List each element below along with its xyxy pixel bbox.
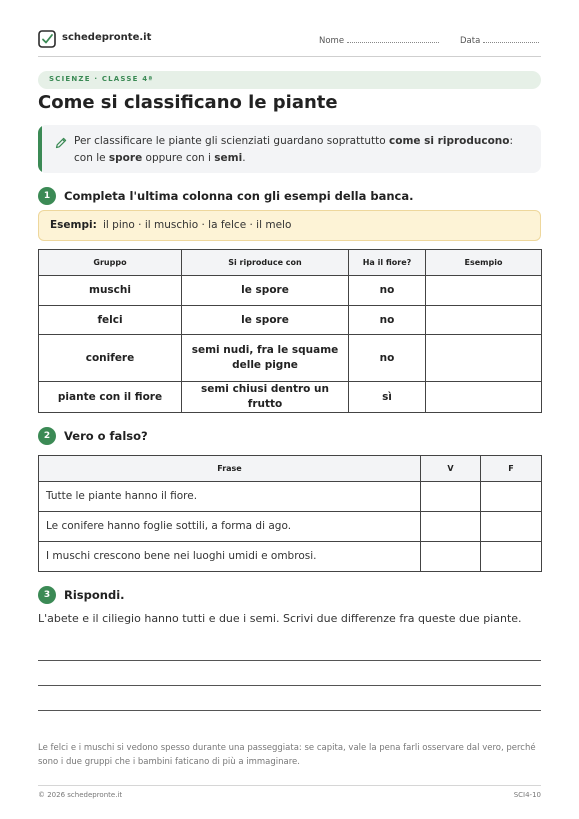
- column-header: Si riproduce con: [182, 250, 349, 276]
- column-header: Ha il fiore?: [349, 250, 426, 276]
- reproduction-cell: le spore: [182, 276, 349, 306]
- table-row: [39, 512, 542, 542]
- column-header: F: [481, 456, 542, 482]
- category-badge: [38, 71, 541, 89]
- page-title: Come si classificano le piante: [38, 92, 338, 113]
- flower-cell: no: [349, 306, 426, 335]
- intro-accent-bar: [38, 125, 42, 173]
- teacher-note: Le felci e i muschi si vedono spesso durante una passeggiata: se capita, vale la pena farli osservare dal vero, perché sono i due gruppi che i bambini faticano di più a immaginare.: [38, 743, 536, 767]
- example-answer-cell[interactable]: [426, 306, 542, 335]
- pencil-icon: [54, 136, 68, 150]
- name-field[interactable]: [319, 34, 439, 46]
- example-answer-cell[interactable]: [426, 382, 542, 413]
- question-text: L'abete e il ciliegio hanno tutti e due i semi. Scrivi due differenze fra queste due piante.: [38, 612, 522, 625]
- word-bank-items: il pino · il muschio · la felce · il melo: [103, 219, 292, 231]
- name-label: Nome: [319, 36, 345, 46]
- example-answer-cell[interactable]: [426, 335, 542, 382]
- section-number: 1: [38, 187, 56, 205]
- page-header: [38, 30, 541, 50]
- footer-copyright: © 2026 schedepronte.it: [38, 791, 123, 799]
- true-checkbox-cell[interactable]: [421, 542, 481, 572]
- answer-line[interactable]: [38, 685, 541, 686]
- date-field[interactable]: [460, 34, 539, 46]
- column-header: Gruppo: [39, 250, 182, 276]
- group-cell: conifere: [39, 335, 182, 382]
- table-row: [39, 382, 542, 413]
- intro-text: Per classificare le piante gli scienziati guardano soprattutto come si riproducono: con le spore oppure con i semi.: [74, 135, 514, 164]
- column-header: Frase: [39, 456, 421, 482]
- statement-cell: Tutte le piante hanno il fiore.: [39, 482, 421, 512]
- group-cell: muschi: [39, 276, 182, 306]
- false-checkbox-cell[interactable]: [481, 482, 542, 512]
- statement-cell: I muschi crescono bene nei luoghi umidi e ombrosi.: [39, 542, 421, 572]
- word-bank-label: Esempi:: [50, 219, 97, 231]
- section-label: Rispondi.: [64, 588, 125, 602]
- header-divider: [38, 56, 541, 57]
- reproduction-cell: semi nudi, fra le squame delle pigne: [182, 335, 349, 382]
- date-blank: [483, 34, 539, 43]
- true-false-table: [38, 455, 542, 572]
- brand-name: schedepronte.it: [62, 32, 152, 43]
- section-number: 2: [38, 427, 56, 445]
- classification-table: [38, 249, 542, 413]
- section-label: Vero o falso?: [64, 429, 148, 443]
- section-number: 3: [38, 586, 56, 604]
- table-row: [39, 542, 542, 572]
- reproduction-cell: le spore: [182, 306, 349, 335]
- true-checkbox-cell[interactable]: [421, 512, 481, 542]
- flower-cell: no: [349, 276, 426, 306]
- table-row: [39, 482, 542, 512]
- name-blank: [347, 34, 439, 43]
- word-bank: [38, 210, 541, 241]
- answer-line[interactable]: [38, 710, 541, 711]
- group-cell: piante con il fiore: [39, 382, 182, 413]
- false-checkbox-cell[interactable]: [481, 512, 542, 542]
- check-logo-icon: [38, 30, 56, 48]
- statement-cell: Le conifere hanno foglie sottili, a forma di ago.: [39, 512, 421, 542]
- footer-code: SCI4-10: [513, 791, 541, 799]
- intro-box: [38, 125, 541, 173]
- footer-divider: [38, 785, 541, 786]
- flower-cell: no: [349, 335, 426, 382]
- table-row: [39, 306, 542, 335]
- column-header: V: [421, 456, 481, 482]
- column-header: Esempio: [426, 250, 542, 276]
- category-label: SCIENZE · CLASSE 4ª: [49, 75, 154, 83]
- table-row: [39, 335, 542, 382]
- group-cell: felci: [39, 306, 182, 335]
- flower-cell: sì: [349, 382, 426, 413]
- example-answer-cell[interactable]: [426, 276, 542, 306]
- reproduction-cell: semi chiusi dentro un frutto: [182, 382, 349, 413]
- section-label: Completa l'ultima colonna con gli esempi della banca.: [64, 189, 414, 203]
- date-label: Data: [460, 36, 481, 46]
- answer-line[interactable]: [38, 660, 541, 661]
- table-row: [39, 276, 542, 306]
- true-checkbox-cell[interactable]: [421, 482, 481, 512]
- false-checkbox-cell[interactable]: [481, 542, 542, 572]
